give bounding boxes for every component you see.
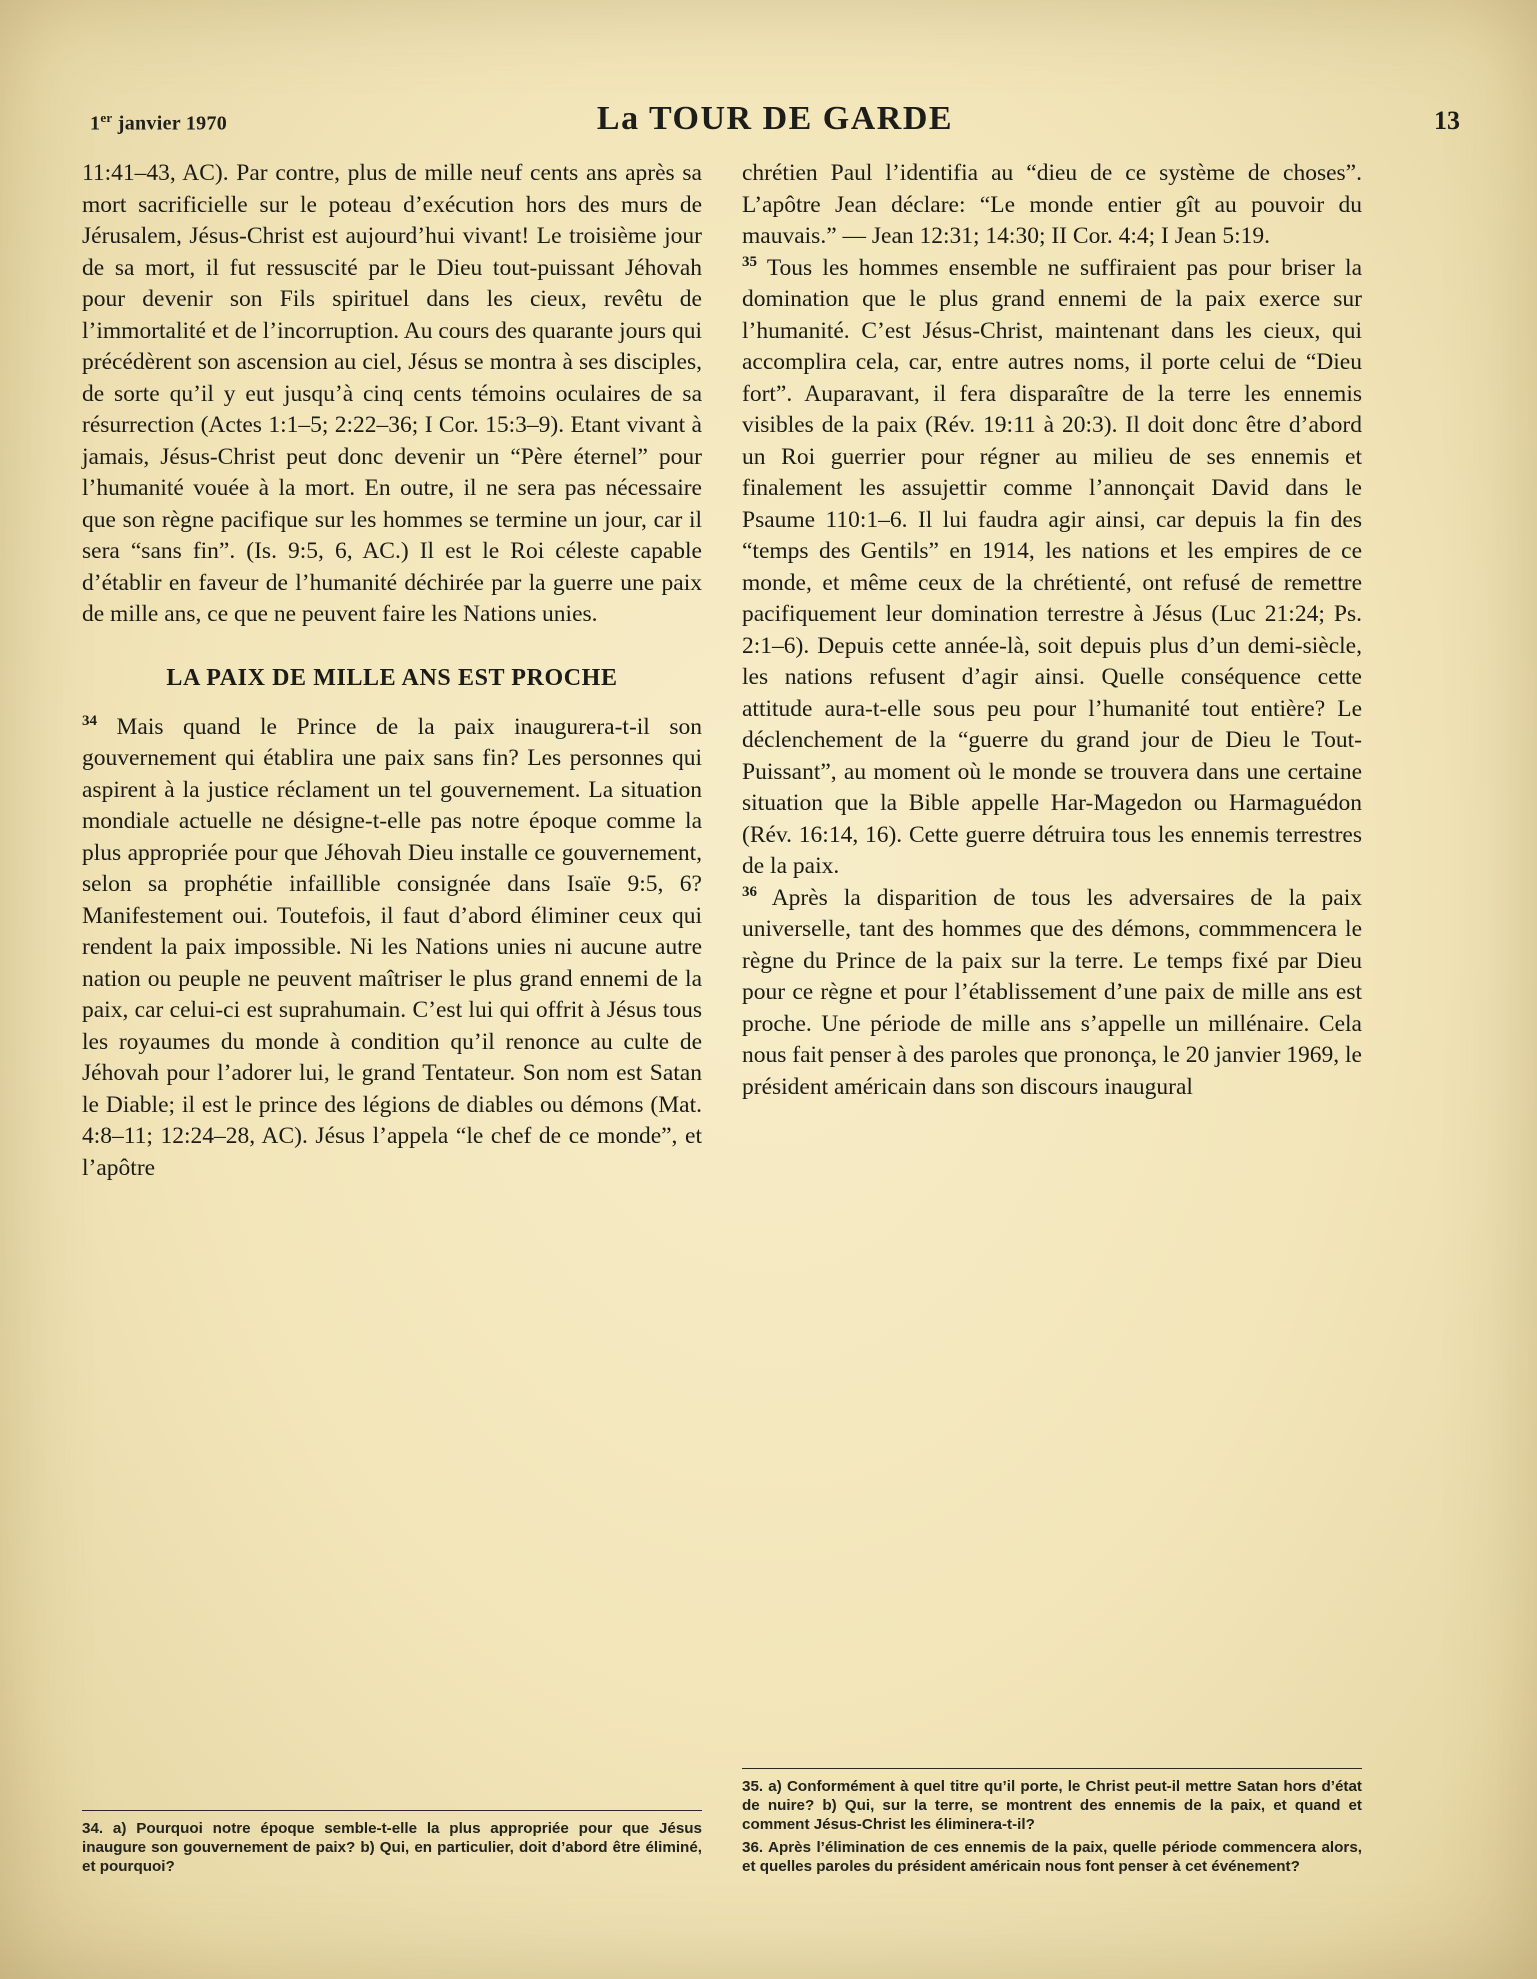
footnote-35: 35. a) Conformément à quel titre qu’il porte, le Christ peut-il mettre Satan hors d’état de nuire? b) Qui, sur la terre, se montrent des ennemis de la paix, et quand et comment Jésus-Christ les éliminera-t-il?	[742, 1778, 1362, 1833]
paragraph-36-number: 36	[742, 883, 757, 900]
section-heading: LA PAIX DE MILLE ANS EST PROCHE	[166, 664, 618, 691]
page-number: 13	[1434, 106, 1460, 135]
paragraph-34	[82, 712, 702, 1185]
two-column-layout	[82, 158, 1466, 1898]
paragraph-36	[742, 883, 1362, 1104]
footnote-36: 36. Après l’élimination de ces ennemis de la paix, quelle période commencera alors, et quelles paroles du président américain nous font penser à cet événement?	[742, 1839, 1362, 1875]
running-head	[90, 100, 1460, 140]
paragraph-35-number: 35	[742, 253, 757, 270]
left-column	[82, 158, 702, 1898]
right-footnote-block	[742, 1754, 1362, 1880]
footnote-divider-right	[742, 1768, 1362, 1769]
page-sheet	[60, 40, 1480, 1940]
issue-date-rest: janvier 1970	[112, 112, 228, 135]
issue-date-day: 1	[90, 112, 101, 135]
paragraph-34-text: Mais quand le Prince de la paix inaugurera-t-il son gouvernement qui établira une paix sans fin? Les personnes qui aspirent à la justice réclament un tel gouvernement. La situation mondiale actuelle ne désigne-t-elle pas notre époque comme la plus appropriée pour que Jéhovah Dieu installe ce gouvernement, selon sa prophétie infaillible consignée dans Isaïe 9:5, 6? Manifestement oui. Toutefois, il faut d’abord éliminer ceux qui rendent la paix impossible. Ni les Nations unies ni aucune autre nation ou peuple ne peuvent maîtriser le plus grand ennemi de la paix, car celui-ci est suprahumain. C’est lui qui offrit à Jésus tous les royaumes du monde à condition qu’il renonce au culte de Jéhovah pour l’adorer lui, le grand Tentateur. Son nom est Satan le Diable; il est le prince des légions de diables ou démons (Mat. 4:8–11; 12:24–28, AC). Jésus l’appela “le chef de ce monde”, et l’apôtre	[82, 713, 702, 1181]
right-column	[742, 158, 1362, 1898]
footnote-divider	[82, 1810, 702, 1811]
left-footnote-block	[82, 1796, 702, 1880]
footnote-34: 34. a) Pourquoi notre époque semble-t-elle la plus appropriée pour que Jésus inaugure son gouvernement de paix? b) Qui, en particulier, doit d’abord être éliminé, et pourquoi?	[82, 1820, 702, 1875]
masthead-title: La TOUR DE GARDE	[596, 100, 954, 137]
issue-date-ordinal: er	[100, 110, 113, 125]
paragraph-34-number: 34	[82, 712, 97, 729]
paragraph-continuation-right: chrétien Paul l’identifia au “dieu de ce système de choses”. L’apôtre Jean déclare: “Le monde entier gît au pouvoir du mauvais.” — Jean 12:31; 14:30; II Cor. 4:4; I Jean 5:19.	[742, 160, 1362, 249]
paragraph-35-text: Tous les hommes ensemble ne suffiraient pas pour briser la domination que le plus grand ennemi de la paix exerce sur l’humanité. C’est Jésus-Christ, maintenant dans les cieux, qui accomplira cela, car, entre autres noms, il porte celui de “Dieu fort”. Auparavant, il fera disparaître de la terre les ennemis visibles de la paix (Rév. 19:11 à 20:3). Il doit donc être d’abord un Roi guerrier pour régner au milieu de ses ennemis et finalement les assujettir comme l’annonçait David dans le Psaume 110:1–6. Il lui faudra agir ainsi, car depuis la fin des “temps des Gentils” en 1914, les nations et les empires de ce monde, et même ceux de la chrétienté, ont refusé de remettre pacifiquement leur domination terrestre à Jésus (Luc 21:24; Ps. 2:1–6). Depuis cette année-là, soit depuis plus d’un demi-siècle, les nations refusent d’agir ainsi. Quelle conséquence cette attitude aura-t-elle sous peu pour l’humanité tout entière? Le déclenchement de la “guerre du grand jour de Dieu le Tout-Puissant”, au moment où le monde se trouvera dans une certaine situation que la Bible appelle Har-Magedon ou Harmaguédon (Rév. 16:14, 16). Cette guerre détruira tous les ennemis terrestres de la paix.	[742, 254, 1363, 879]
paragraph-35	[742, 253, 1362, 883]
paragraph-continuation: 11:41–43, AC). Par contre, plus de mille neuf cents ans après sa mort sacrificielle sur le poteau d’exécution hors des murs de Jérusalem, Jésus-Christ est aujourd’hui vivant! Le troisième jour de sa mort, il fut ressuscité par le Dieu tout-puissant Jéhovah pour devenir son Fils spirituel dans les cieux, revêtu de l’immortalité et de l’incorruption. Au cours des quarante jours qui précédèrent son ascension au ciel, Jésus se montra à ses disciples, de sorte qu’il y eut jusqu’à cinq cents témoins oculaires de sa résurrection (Actes 1:1–5; 2:22–36; I Cor. 15:3–9). Etant vivant à jamais, Jésus-Christ peut donc devenir un “Père éternel” pour l’humanité vouée à la mort. En outre, il ne sera pas nécessaire que son règne pacifique sur les hommes se termine un jour, car il sera “sans fin”. (Is. 9:5, 6, AC.) Il est le Roi céleste capable d’établir en faveur de l’humanité déchirée par la guerre une paix de mille ans, ce que ne peuvent faire les Nations unies.	[82, 160, 702, 627]
paragraph-36-text: Après la disparition de tous les adversaires de la paix universelle, tant des hommes que des démons, commmencera le règne du Prince de la paix sur la terre. Le temps fixé par Dieu pour ce règne et pour l’établissement d’une paix de mille ans est proche. Une période de mille ans s’appelle un millénaire. Cela nous fait penser à des paroles que prononça, le 20 janvier 1969, le président américain dans son discours inaugural	[742, 884, 1362, 1100]
